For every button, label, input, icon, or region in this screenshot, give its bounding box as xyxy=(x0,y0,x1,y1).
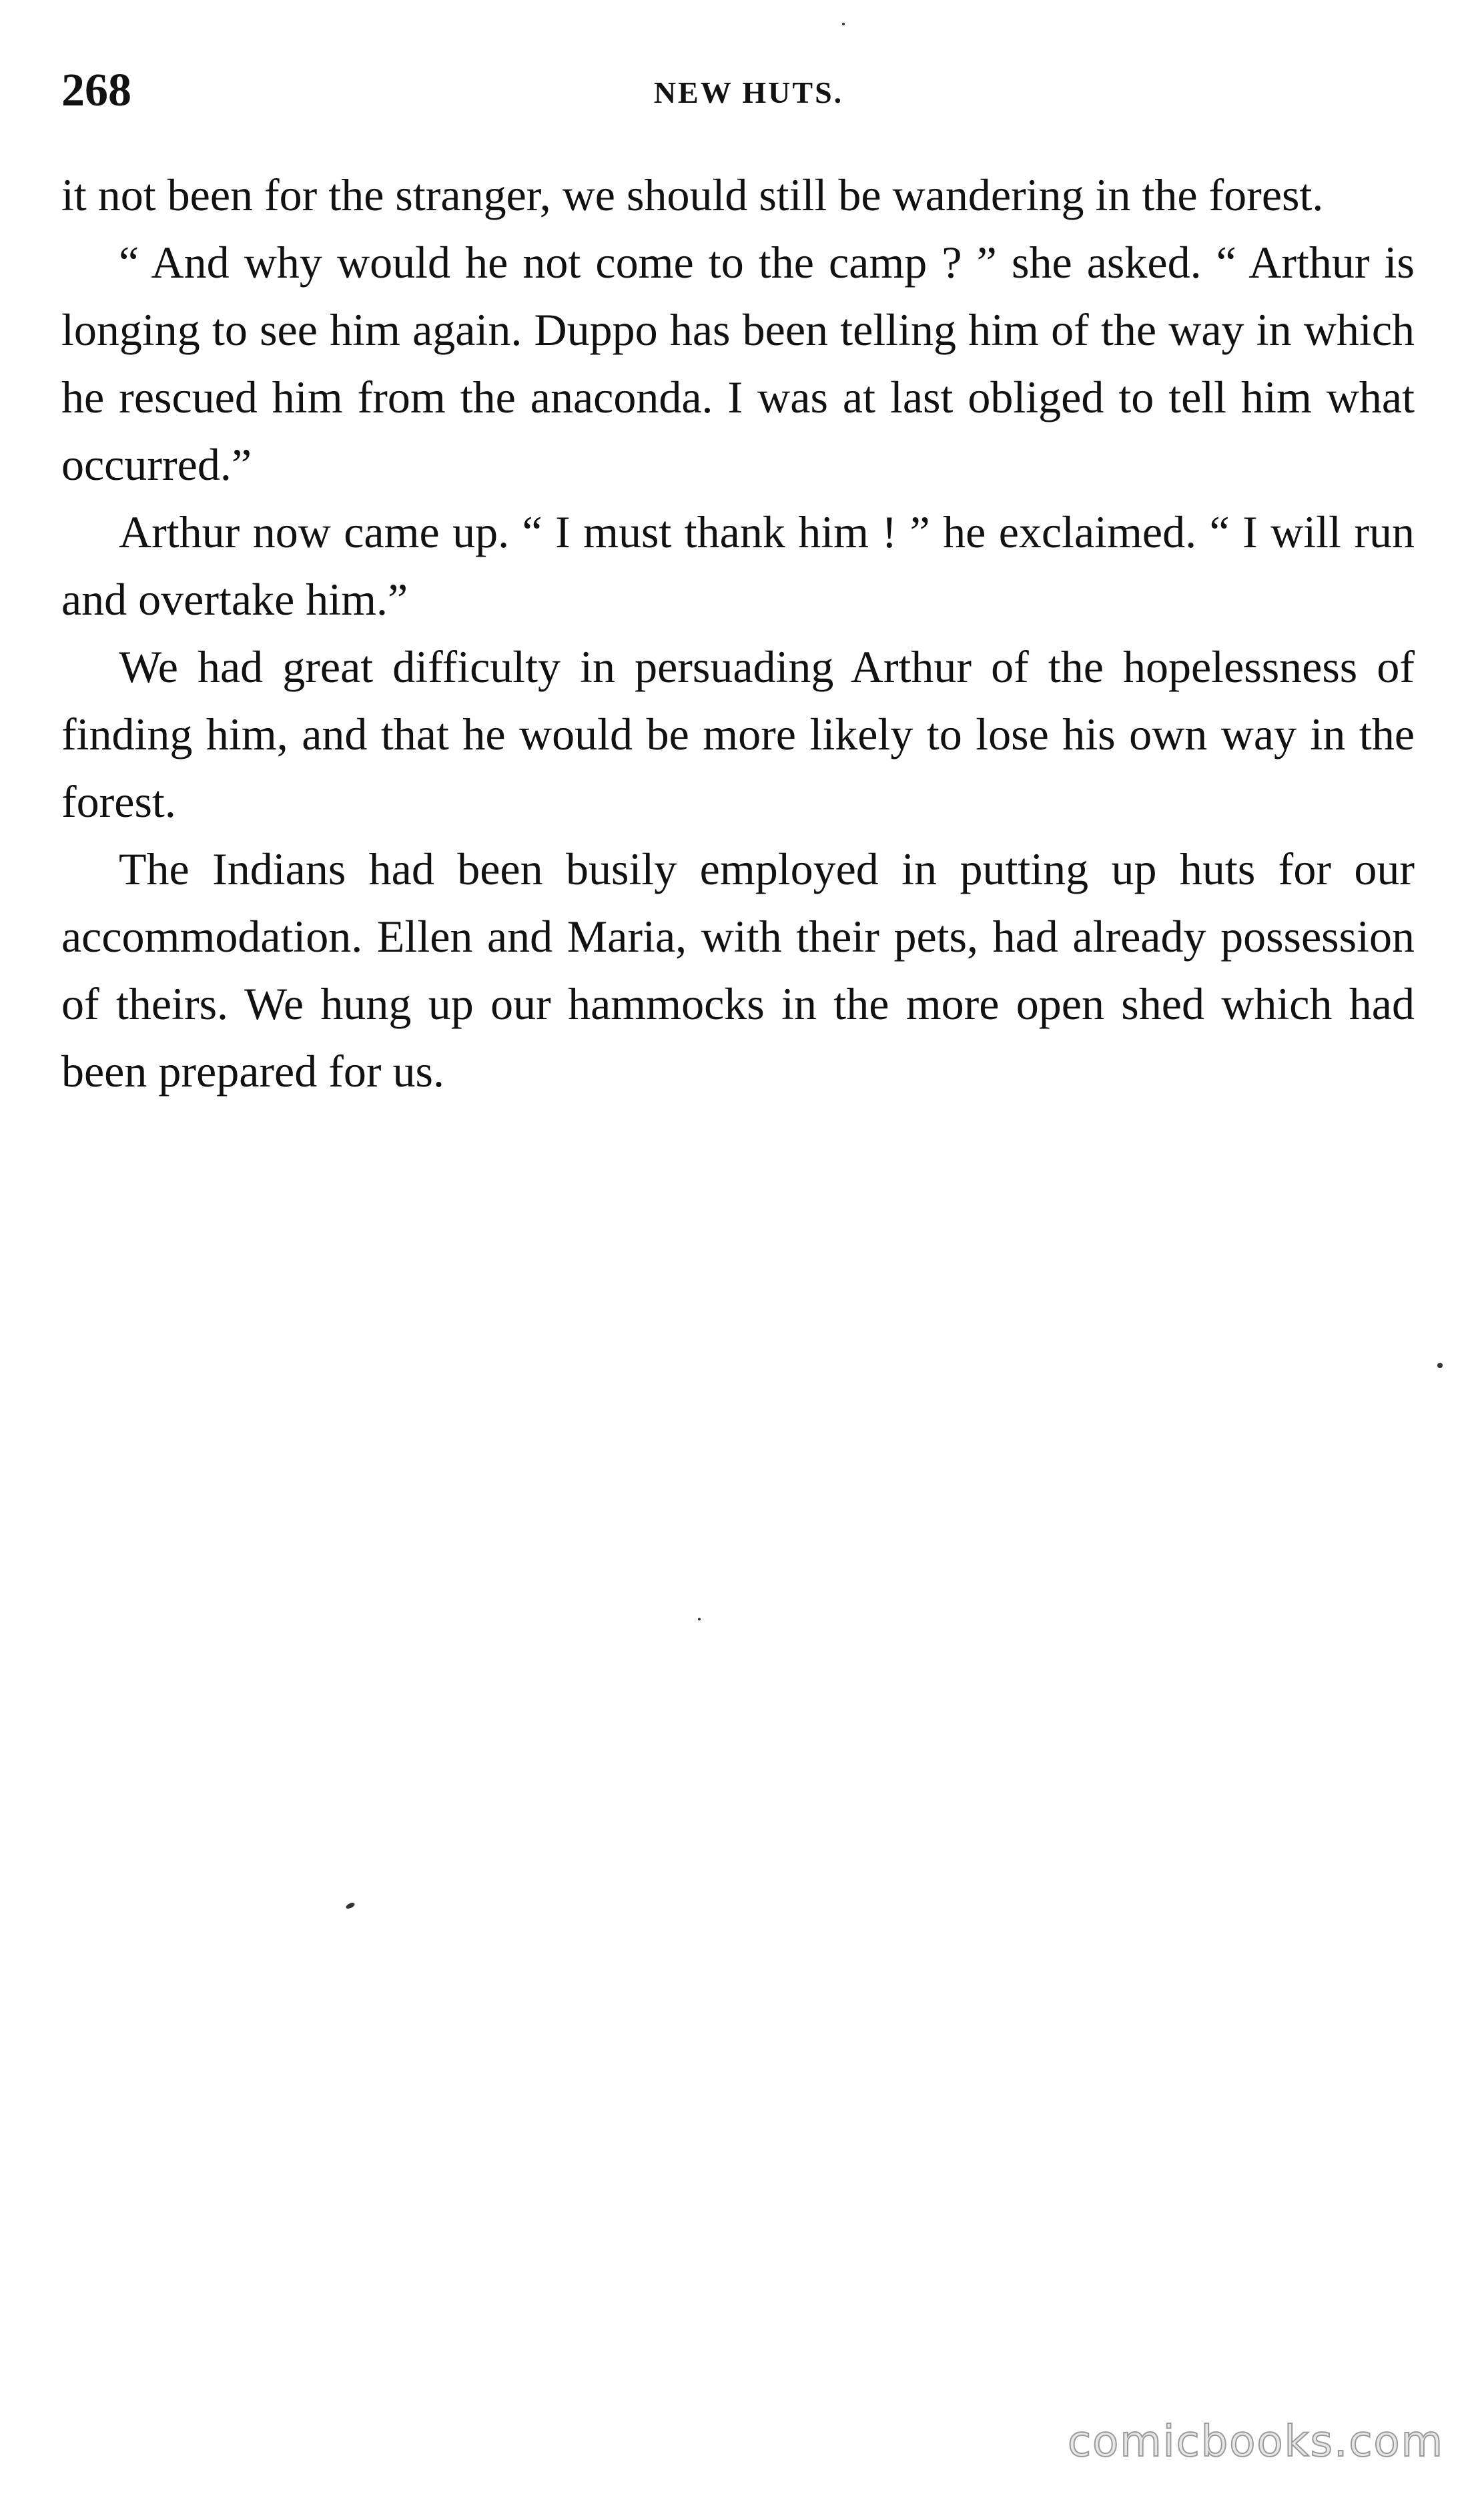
watermark: comicbooks.com xyxy=(1067,2417,1444,2467)
ink-speck xyxy=(698,1618,701,1620)
paragraph: The Indians had been busily employed in putting up huts for our accommodation. Ellen and Maria, with their pets, had already possession of theirs. We hung up our hammocks in the more open shed which had been prepared for us. xyxy=(61,844,1415,1097)
page-header xyxy=(61,64,1436,117)
paragraph: “ And why would he not come to the camp ? ” she asked. “ Arthur is longing to see him again. Duppo has been telling him of the way in which he rescued him from the anaconda. I was at last obliged to tell him what occurred.” xyxy=(61,237,1415,490)
ink-speck xyxy=(842,23,845,25)
paragraph: We had great difficulty in persuading Arthur of the hopelessness of finding him, and that he would be more likely to lose his own way in the forest. xyxy=(61,641,1415,827)
running-title: NEW HUTS. xyxy=(653,75,844,109)
body-text xyxy=(61,162,1415,1105)
paragraph: Arthur now came up. “ I must thank him ! ” he exclaimed. “ I will run and overtake him.” xyxy=(61,507,1415,625)
ink-speck xyxy=(1437,1363,1443,1368)
page-number: 268 xyxy=(61,65,131,116)
paragraph-continuation: it not been for the stranger, we should still be wandering in the forest. xyxy=(61,170,1324,220)
ink-speck xyxy=(345,1901,356,1909)
